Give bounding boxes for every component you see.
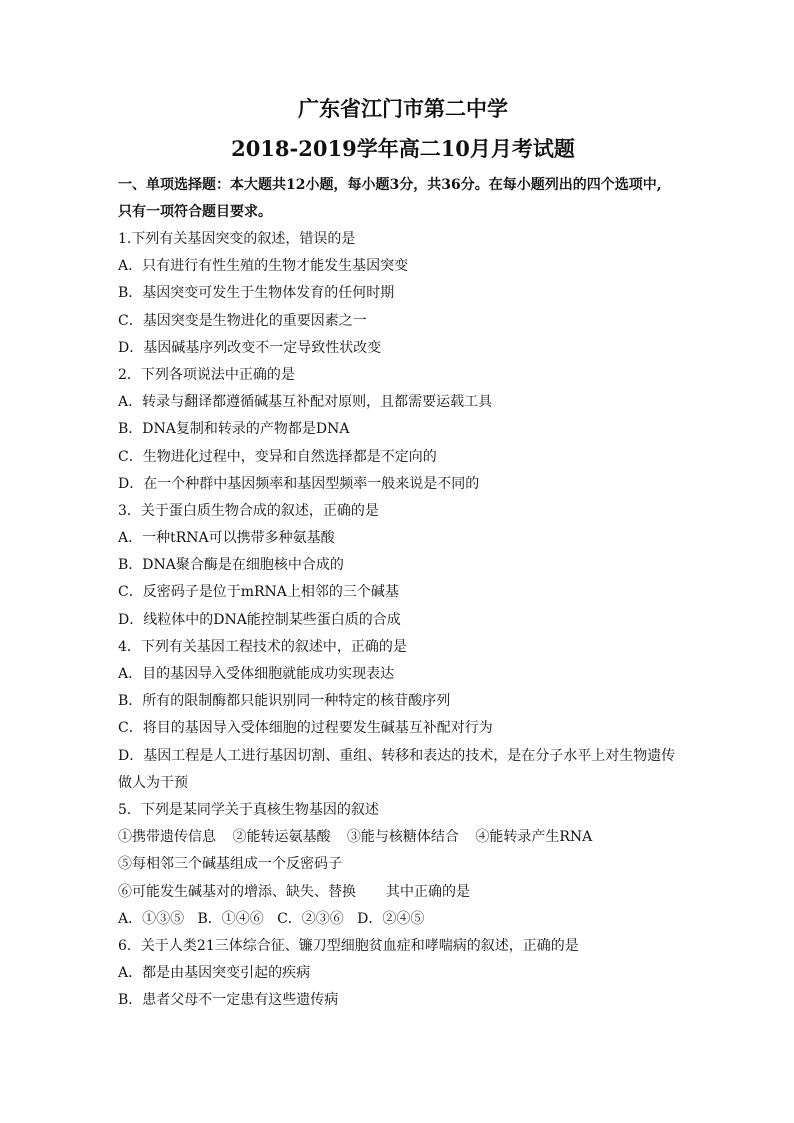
- question-5-options: A．①③⑤ B．①④⑥ C．②③⑥ D．②④⑤: [118, 910, 425, 927]
- question-2-option-a: A．转录与翻译都遵循碱基互补配对原则，且都需要运载工具: [118, 394, 493, 411]
- section-heading: 一、单项选择题：本大题共12小题，每小题3分，共36分。在每小题列出的四个选项中,: [118, 177, 662, 193]
- question-5-stem: 5．下列是某同学关于真核生物基因的叙述: [118, 801, 379, 818]
- question-3-option-b: B．DNA聚合酶是在细胞核中合成的: [118, 557, 344, 574]
- question-4-stem: 4．下列有关基因工程技术的叙述中，正确的是: [118, 638, 407, 655]
- question-4-option-a: A．目的基因导入受体细胞就能成功实现表达: [118, 666, 395, 682]
- exam-page: [118, 96, 688, 1014]
- statement-2: ②能转运氨基酸: [232, 829, 331, 846]
- question-4-option-d: D．基因工程是人工进行基因切割、重组、转移和表达的技术，是在分子水平上对生物遗传: [118, 747, 676, 764]
- section-heading-cont: 只有一项符合题目要求。: [118, 204, 272, 220]
- question-3-option-a: A．一种tRNA可以携带多种氨基酸: [118, 530, 335, 547]
- question-2-stem: 2．下列各项说法中正确的是: [118, 366, 295, 383]
- question-2-option-c: C．生物进化过程中，变异和自然选择都是不定向的: [118, 448, 437, 465]
- question-6-option-a: A．都是由基因突变引起的疾病: [118, 965, 311, 982]
- question-6-option-b: B．患者父母不一定患有这些遗传病: [118, 992, 339, 1009]
- question-5-tail: 其中正确的是: [386, 883, 470, 900]
- question-2-option-b: B．DNA复制和转录的产物都是DNA: [118, 421, 350, 438]
- question-1-option-d: D．基因碱基序列改变不一定导致性状改变: [118, 339, 382, 356]
- question-4-option-c: C．将目的基因导入受体细胞的过程要发生碱基互补配对行为: [118, 720, 493, 737]
- question-6-stem: 6．关于人类21三体综合征、镰刀型细胞贫血症和哮喘病的叙述，正确的是: [118, 937, 579, 954]
- question-3-option-d: D．线粒体中的DNA能控制某些蛋白质的合成: [118, 611, 401, 628]
- question-5-statements-1: [118, 824, 688, 851]
- question-5-statement-6-row: [118, 879, 688, 906]
- statement-3: ③能与核糖体结合: [346, 829, 459, 846]
- question-4-option-d-cont: 做人为干预: [118, 774, 188, 791]
- question-5-statement-5: ⑤每相邻三个碱基组成一个反密码子: [118, 856, 342, 873]
- question-4-option-b: B．所有的限制酶都只能识别同一种特定的核苷酸序列: [118, 693, 451, 710]
- statement-1: ①携带遗传信息: [118, 829, 216, 846]
- question-2-option-d: D．在一个种群中基因频率和基因型频率一般来说是不同的: [118, 475, 480, 492]
- question-1-option-a: A．只有进行有性生殖的生物才能发生基因突变: [118, 258, 409, 275]
- question-1-option-b: B．基因突变可发生于生物体发育的任何时期: [118, 285, 395, 302]
- exam-title: 2018-2019学年高二10月月考试题: [231, 136, 575, 161]
- school-title: 广东省江门市第二中学: [298, 96, 508, 121]
- question-3-option-c: C．反密码子是位于mRNA上相邻的三个碱基: [118, 584, 399, 601]
- statement-6: ⑥可能发生碱基对的增添、缺失、替换: [118, 883, 356, 900]
- question-3-stem: 3．关于蛋白质生物合成的叙述，正确的是: [118, 502, 379, 519]
- question-1-stem: 1.下列有关基因突变的叙述，错误的是: [118, 231, 356, 247]
- statement-4: ④能转录产生RNA: [475, 829, 593, 846]
- question-1-option-c: C．基因突变是生物进化的重要因素之一: [118, 312, 367, 329]
